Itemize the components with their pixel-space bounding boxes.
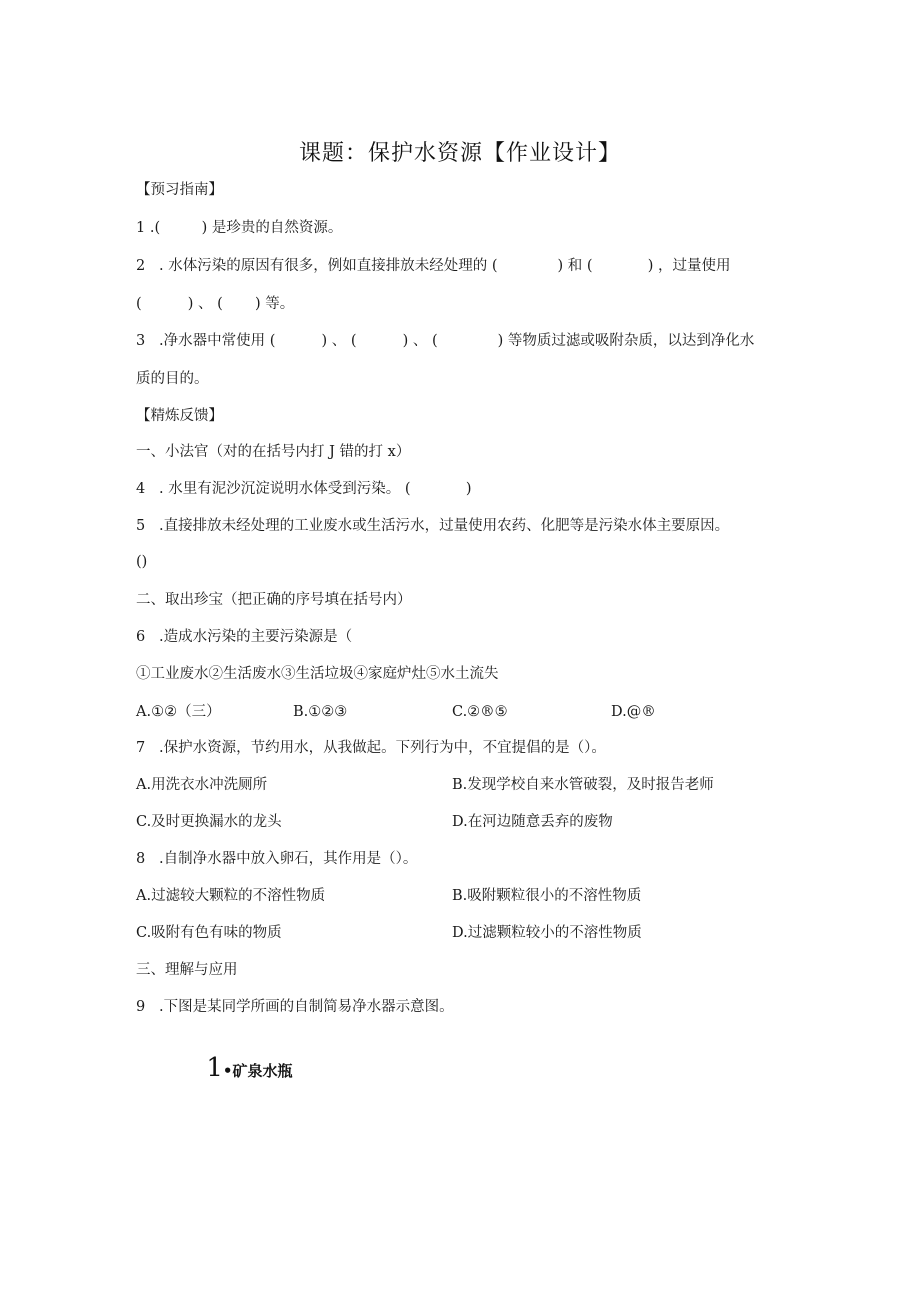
section-preview-heading: 【预习指南】 (136, 182, 223, 198)
figure-caption: •矿泉水瓶 (222, 1062, 293, 1080)
question-6-option-d: D.@® (611, 704, 656, 720)
question-1: 1 .( ) 是珍贵的自然资源。 (136, 220, 343, 236)
part-3-title: 三、理解与应用 (136, 962, 238, 978)
question-8-option-a: A.过滤较大颗粒的不溶性物质 (136, 888, 326, 904)
question-3-line-2: 质的目的。 (136, 371, 209, 387)
page-title: 课题：保护水资源【作业设计】 (298, 141, 621, 166)
question-8-option-d: D.过滤颗粒较小的不溶性物质 (452, 925, 642, 941)
figure-label (186, 1034, 292, 1102)
question-3-line-1: 3 .净水器中常使用 ( ) 、 ( ) 、 ( ) 等物质过滤或吸附杂质，以达到净化水 (136, 333, 755, 349)
question-6: 6 .造成水污染的主要污染源是（ (136, 629, 353, 645)
question-2-line-2: ( ) 、 ( ) 等。 (136, 296, 295, 312)
question-8-option-b: B.吸附颗粒很小的不溶性物质 (452, 888, 642, 904)
question-7-option-c: C.及时更换漏水的龙头 (136, 814, 282, 830)
part-2-title: 二、取出珍宝（把正确的序号填在括号内） (136, 592, 412, 608)
question-4: 4 . 水里有泥沙沉淀说明水体受到污染。 ( ) (136, 481, 472, 497)
figure-number: 1 (206, 1053, 223, 1083)
question-5-line-1: 5 .直接排放未经处理的工业废水或生活污水，过量使用农药、化肥等是污染水体主要原因。 (136, 518, 730, 534)
question-6-items: ①工业废水②生活废水③生活垃圾④家庭炉灶⑤水土流失 (136, 666, 499, 682)
question-6-option-a: A.①②（三） (136, 704, 221, 720)
question-7-option-b: B.发现学校自来水管破裂，及时报告老师 (452, 777, 714, 793)
question-6-option-c: C.②®⑤ (452, 704, 508, 720)
question-8-option-c: C.吸附有色有味的物质 (136, 925, 282, 941)
question-7: 7 .保护水资源，节约用水，从我做起。下列行为中，不宜提倡的是（）。 (136, 740, 606, 756)
question-2-line-1: 2 . 水体污染的原因有很多，例如直接排放未经处理的 ( ) 和 ( ) ，过量使用 (136, 258, 731, 274)
question-8: 8 .自制净水器中放入卵石，其作用是（）。 (136, 851, 418, 867)
part-1-title: 一、小法官（对的在括号内打 J 错的打 x） (136, 444, 411, 460)
question-6-option-b: B.①②③ (293, 704, 348, 720)
question-7-option-a: A.用洗衣水冲洗厕所 (136, 777, 268, 793)
section-practice-heading: 【精炼反馈】 (136, 408, 223, 424)
question-9: 9 .下图是某同学所画的自制简易净水器示意图。 (136, 999, 454, 1015)
question-7-option-d: D.在河边随意丢弃的废物 (452, 814, 613, 830)
question-5-line-2: () (136, 554, 148, 570)
